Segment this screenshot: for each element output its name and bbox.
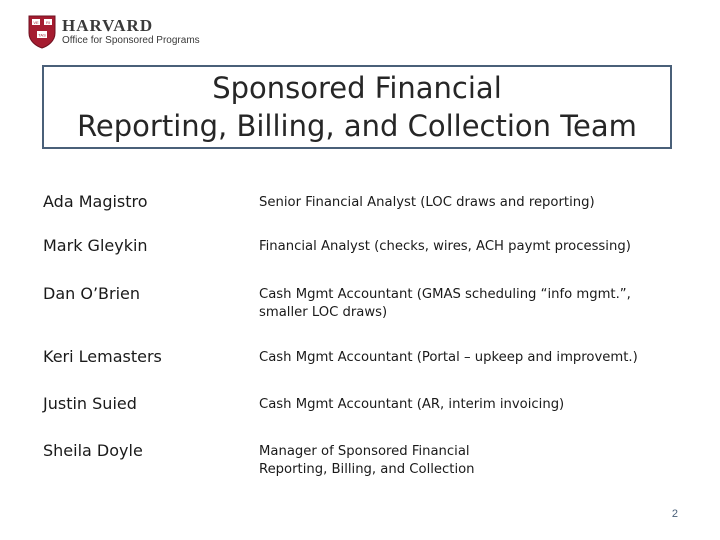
logo-subtitle: Office for Sponsored Programs [62,35,200,46]
staff-name: Justin Suied [43,394,137,413]
staff-name: Sheila Doyle [43,441,143,460]
staff-name: Keri Lemasters [43,347,162,366]
page-number: 2 [671,508,678,520]
staff-role: Manager of Sponsored Financial Reporting, Billing, and Collection [259,444,475,477]
title-line-2: Reporting, Billing, and Collection Team [77,109,637,143]
staff-name: Dan O’Brien [43,284,141,303]
staff-role: Senior Financial Analyst (LOC draws and reporting) [259,195,595,210]
staff-role: Cash Mgmt Accountant (AR, interim invoicing) [259,397,565,412]
title-line-1: Sponsored Financial [212,71,502,105]
staff-role: Cash Mgmt Accountant (GMAS scheduling “info mgmt.”, smaller LOC draws) [259,287,631,320]
staff-role: Cash Mgmt Accountant (Portal – upkeep and improvemt.) [259,350,638,365]
staff-role: Financial Analyst (checks, wires, ACH paymt processing) [259,239,631,254]
staff-name: Mark Gleykin [43,236,148,255]
shield-text-tas: TAS [38,32,46,38]
logo-name: HARVARD [62,16,154,35]
staff-name: Ada Magistro [43,192,148,211]
shield-text-ri: RI [46,20,50,25]
shield-text-ve: VE [33,20,39,25]
